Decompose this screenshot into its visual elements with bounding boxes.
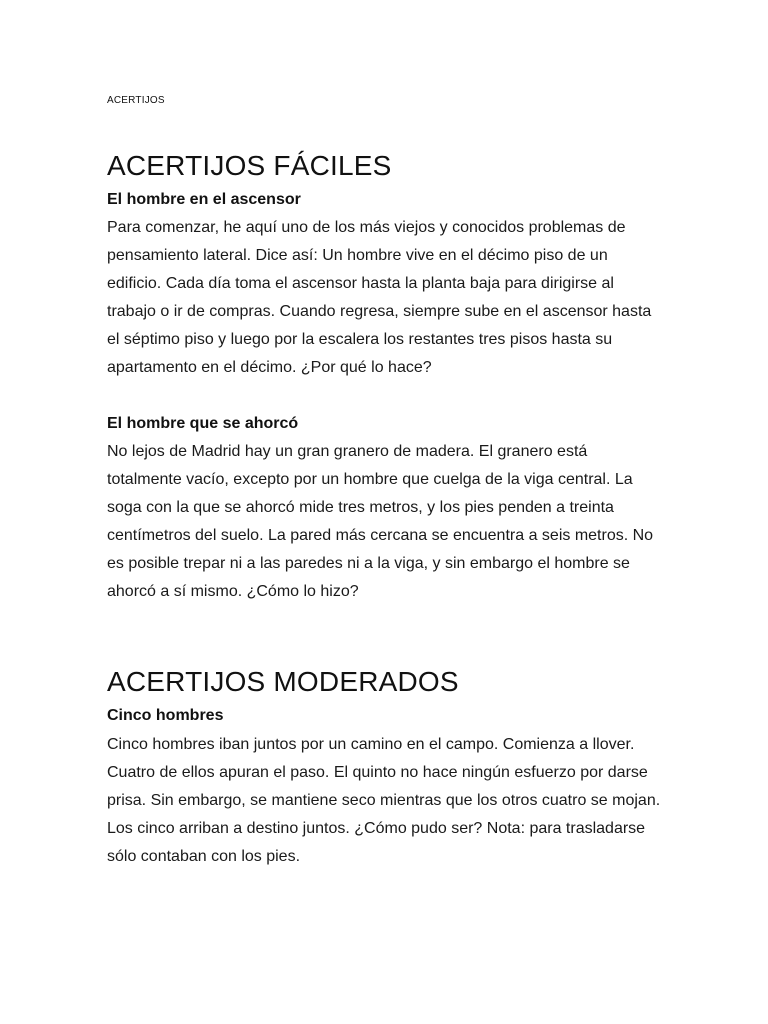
riddle-title-ascensor: El hombre en el ascensor [107, 191, 301, 208]
riddle-title-cinco-hombres: Cinco hombres [107, 707, 224, 724]
riddle-text-ahorco: No lejos de Madrid hay un gran granero de madera. El granero está totalmente vacío, excepto por un hombre que cuelga de la viga central. La soga con la que se ahorcó mide tres metros, y los pies penden a treinta centímetros del suelo. La pared más cercana se encuentra a seis metros. No es posible trepar ni a las paredes ni a la viga, y sin embargo el hombre se ahorcó a sí mismo. ¿Cómo lo hizo? [107, 443, 654, 600]
riddle-text-cinco-hombres: Cinco hombres iban juntos por un camino en el campo. Comienza a llover. Cuatro de ellos apuran el paso. El quinto no hace ningún esfuerzo por darse prisa. Sin embargo, se mantiene seco mientras que los otros cuatro se mojan. Los cinco arriban a destino juntos. ¿Cómo pudo ser? Nota: para trasladarse sólo contaban con los pies. [107, 736, 661, 865]
section-title-moderados: ACERTIJOS MODERADOS [107, 666, 459, 697]
document-header: ACERTIJOS [107, 95, 165, 106]
riddle-text-ascensor: Para comenzar, he aquí uno de los más viejos y conocidos problemas de pensamiento lateral. Dice así: Un hombre vive en el décimo piso de un edificio. Cada día toma el ascensor hasta la planta baja para dirigirse al trabajo o ir de compras. Cuando regresa, siempre sube en el ascensor hasta el séptimo piso y luego por la escalera los restantes tres pisos hasta su apartamento en el décimo. ¿Por qué lo hace? [107, 219, 652, 376]
riddle-title-ahorco: El hombre que se ahorcó [107, 415, 299, 432]
section-title-faciles: ACERTIJOS FÁCILES [107, 150, 392, 181]
